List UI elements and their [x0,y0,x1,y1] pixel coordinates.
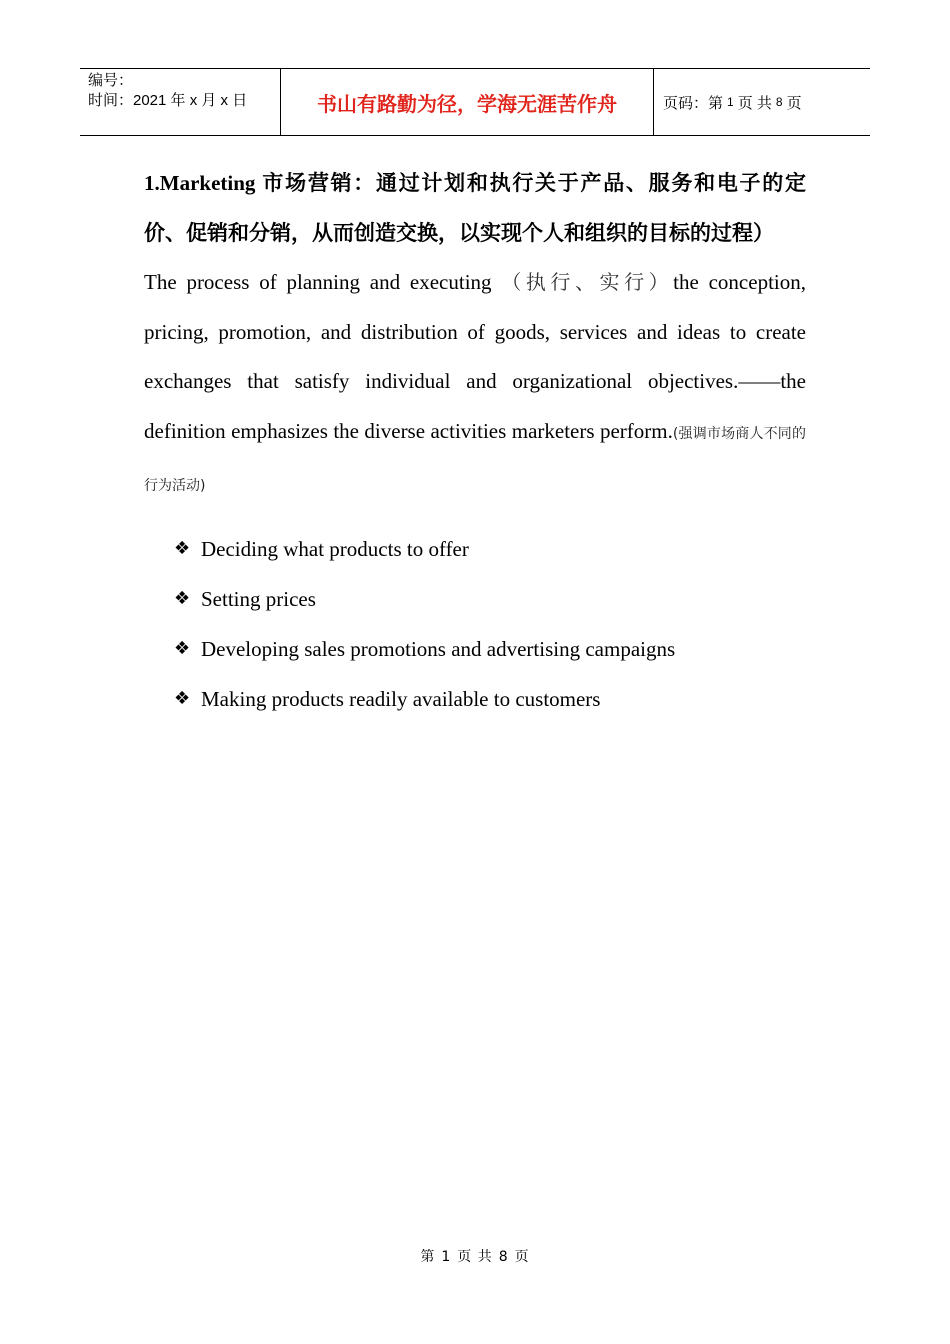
footer-total: 8 [498,1249,509,1265]
list-item [174,524,806,574]
header-page-cell [654,69,870,135]
page-prefix: 页码：第 [663,94,724,112]
diamond-bullet-icon: ❖ [174,687,191,709]
list-item [174,624,806,674]
list-item-text: Developing sales promotions and advertising campaigns [201,636,676,661]
page-suffix: 页 [786,94,802,112]
serial-number-label: 编号： [88,72,134,89]
page-mid: 页 共 [737,94,772,112]
page-footer [0,1246,950,1266]
definition-text-part2: the conception, pricing, promotion, and distribution of goods, services and ideas to create exchanges that satisfy individual and organizational objectives.——the definition emphasizes the diverse activities marketers perform. [144,270,806,443]
motto-text: 书山有路勤为径，学海无涯苦作舟 [317,91,617,116]
list-item-text: Making products readily available to customers [201,686,601,711]
header-motto-cell [281,69,654,135]
footer-current: 1 [441,1249,452,1265]
diamond-bullet-icon: ❖ [174,537,191,559]
document-body [144,158,806,724]
definition-chinese-gloss: （执行、实行） [501,270,674,294]
page-current: 1 [727,95,734,109]
definition-note: (强调市场商人不同的行为活动) [144,425,806,494]
footer-suffix: 页 [514,1249,530,1265]
date-label: 时间：2021 年 x 月 x 日 [88,92,248,109]
activity-list [174,524,806,724]
list-item-text: Deciding what products to offer [201,536,469,561]
list-item [174,574,806,624]
diamond-bullet-icon: ❖ [174,587,191,609]
definition-text-part1: The process of planning and executing [144,270,502,294]
list-item-text: Setting prices [201,586,316,611]
footer-mid: 页 共 [457,1249,493,1265]
header-meta-cell [80,69,281,135]
list-item [174,674,806,724]
page-total: 8 [775,95,783,109]
diamond-bullet-icon: ❖ [174,637,191,659]
section-heading: 1.Marketing 市场营销：通过计划和执行关于产品、服务和电子的定价、促销和分销，从而创造交换，以实现个人和组织的目标的过程） [144,171,806,245]
definition-paragraph [144,258,806,512]
footer-prefix: 第 [420,1249,436,1265]
document-header [80,68,870,136]
